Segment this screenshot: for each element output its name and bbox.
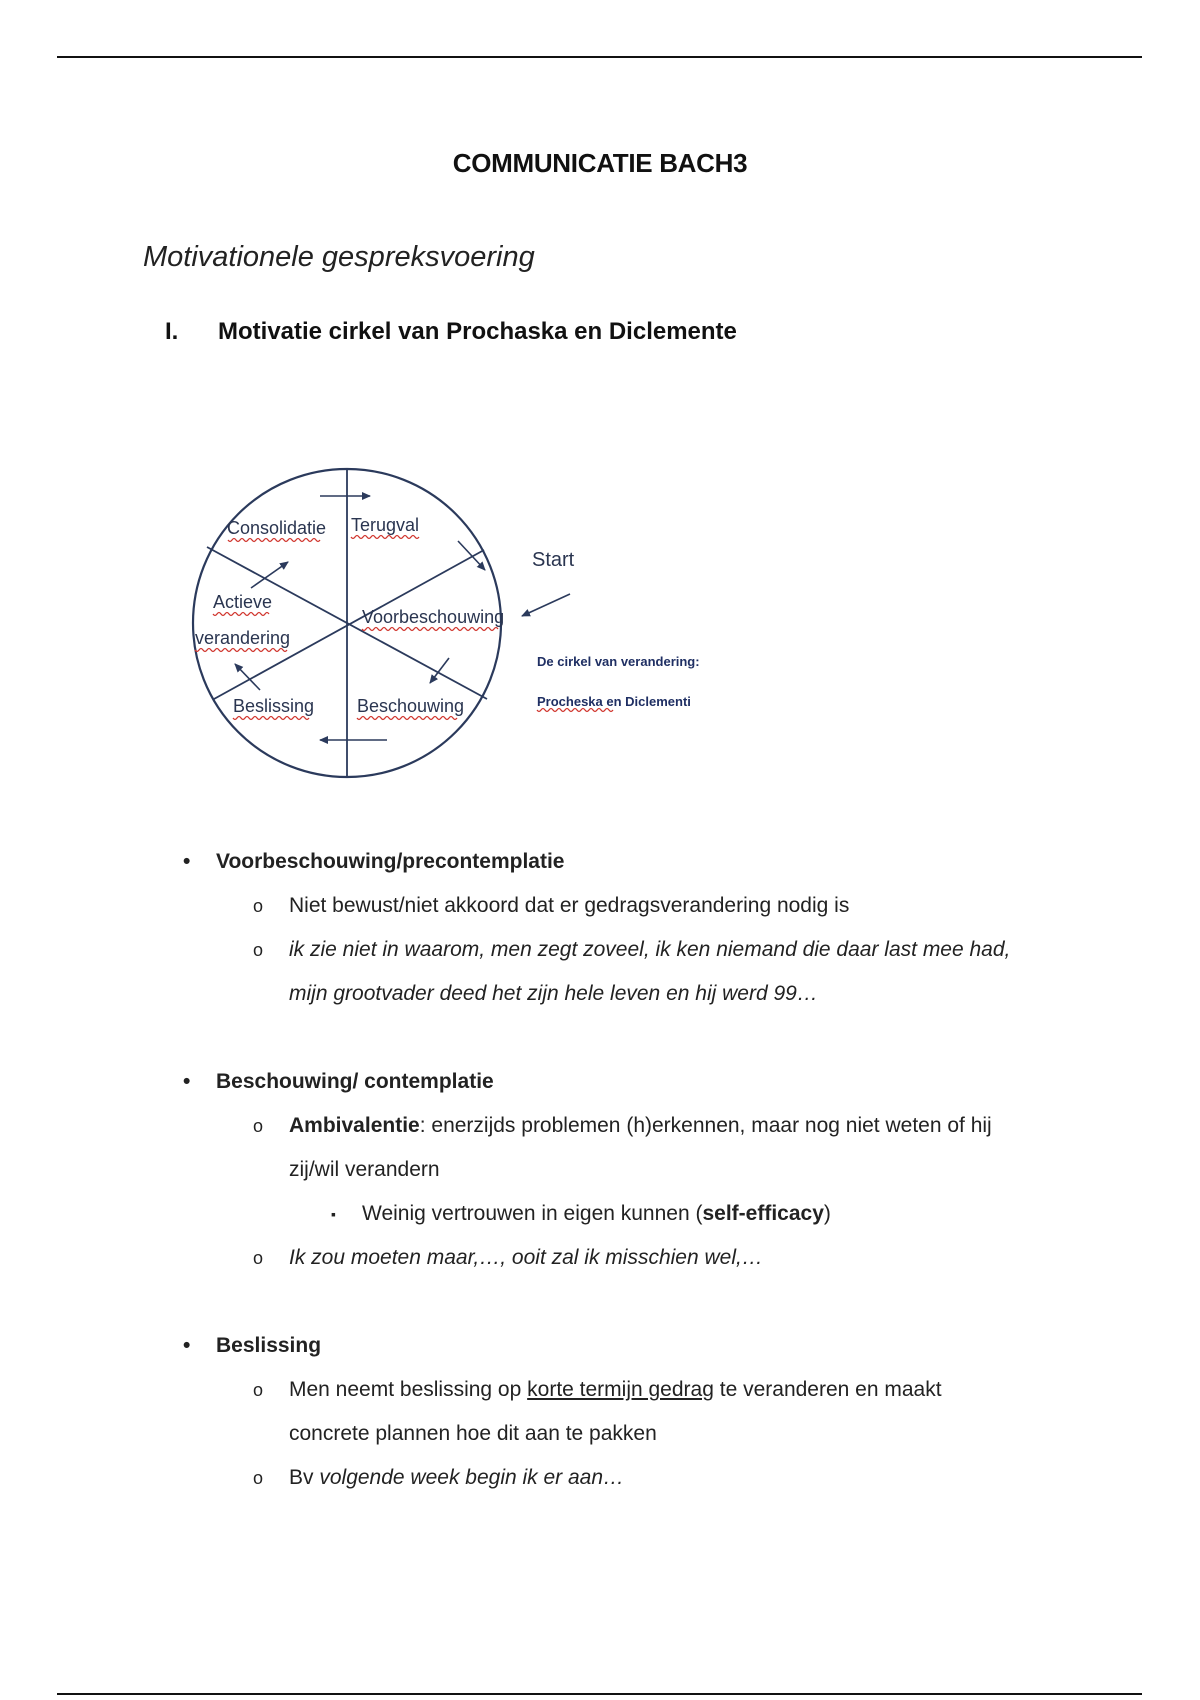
stage-verandering: verandering xyxy=(195,628,291,648)
diagram-caption-line2: Procheska en Diclementi xyxy=(537,694,691,709)
bullet-beschouwing: • Beschouwing/ contemplatie xyxy=(216,1060,1200,1104)
circle-bullet-icon: o xyxy=(253,1116,264,1136)
list-item: o Ambivalentie: enerzijds problemen (h)erkennen, maar nog niet weten of hij zij/wil verandern xyxy=(289,1104,1200,1192)
bullet-beslissing: • Beslissing xyxy=(216,1324,1200,1368)
square-bullet-icon: ▪ xyxy=(331,1206,336,1222)
list-item: o Bv volgende week begin ik er aan… xyxy=(289,1456,1200,1500)
stage-consolidatie: Consolidatie xyxy=(227,518,327,538)
stage-terugval: Terugval xyxy=(351,515,420,535)
list-item: o ik zie niet in waarom, men zegt zoveel, ik ken niemand die daar last mee had, mijn grootvader deed het zijn hele leven en hij werd 99… xyxy=(289,928,1200,1016)
diagram-caption-line1: De cirkel van verandering: xyxy=(537,654,700,669)
stage-voorbeschouwing: Voorbeschouwing xyxy=(362,607,505,627)
bullet-voorbeschouwing: • Voorbeschouwing/precontemplatie xyxy=(216,840,1200,884)
circle-bullet-icon: o xyxy=(253,940,264,960)
list-item: o Niet bewust/niet akkoord dat er gedragsverandering nodig is xyxy=(289,884,1200,928)
circle-bullet-icon: o xyxy=(253,896,264,916)
start-label: Start xyxy=(532,549,575,571)
circle-bullet-icon: o xyxy=(253,1248,264,1268)
section-title: Motivationele gespreksvoering xyxy=(143,241,535,273)
circle-bullet-icon: o xyxy=(253,1380,264,1400)
heading-number: I. xyxy=(165,318,179,345)
content-body xyxy=(0,840,1200,1500)
top-rule xyxy=(57,56,1142,58)
change-cycle-diagram xyxy=(140,440,740,820)
heading-1 xyxy=(165,318,737,346)
list-item: o Men neemt beslissing op korte termijn gedrag te veranderen en maakt concrete plannen hoe dit aan te pakken xyxy=(289,1368,1200,1456)
list-item: ▪ Weinig vertrouwen in eigen kunnen (self-efficacy) xyxy=(362,1192,1200,1236)
stage-labels xyxy=(195,515,504,716)
stage-actieve: Actieve xyxy=(213,592,273,612)
heading-text: Motivatie cirkel van Prochaska en Diclemente xyxy=(218,318,737,345)
document-title: COMMUNICATIE BACH3 xyxy=(452,148,748,178)
stage-beschouwing: Beschouwing xyxy=(357,696,465,716)
circle-bullet-icon: o xyxy=(253,1468,264,1488)
list-item: o Ik zou moeten maar,…, ooit zal ik misschien wel,… xyxy=(289,1236,1200,1280)
bottom-rule xyxy=(57,1693,1142,1695)
stage-beslissing: Beslissing xyxy=(233,696,315,716)
